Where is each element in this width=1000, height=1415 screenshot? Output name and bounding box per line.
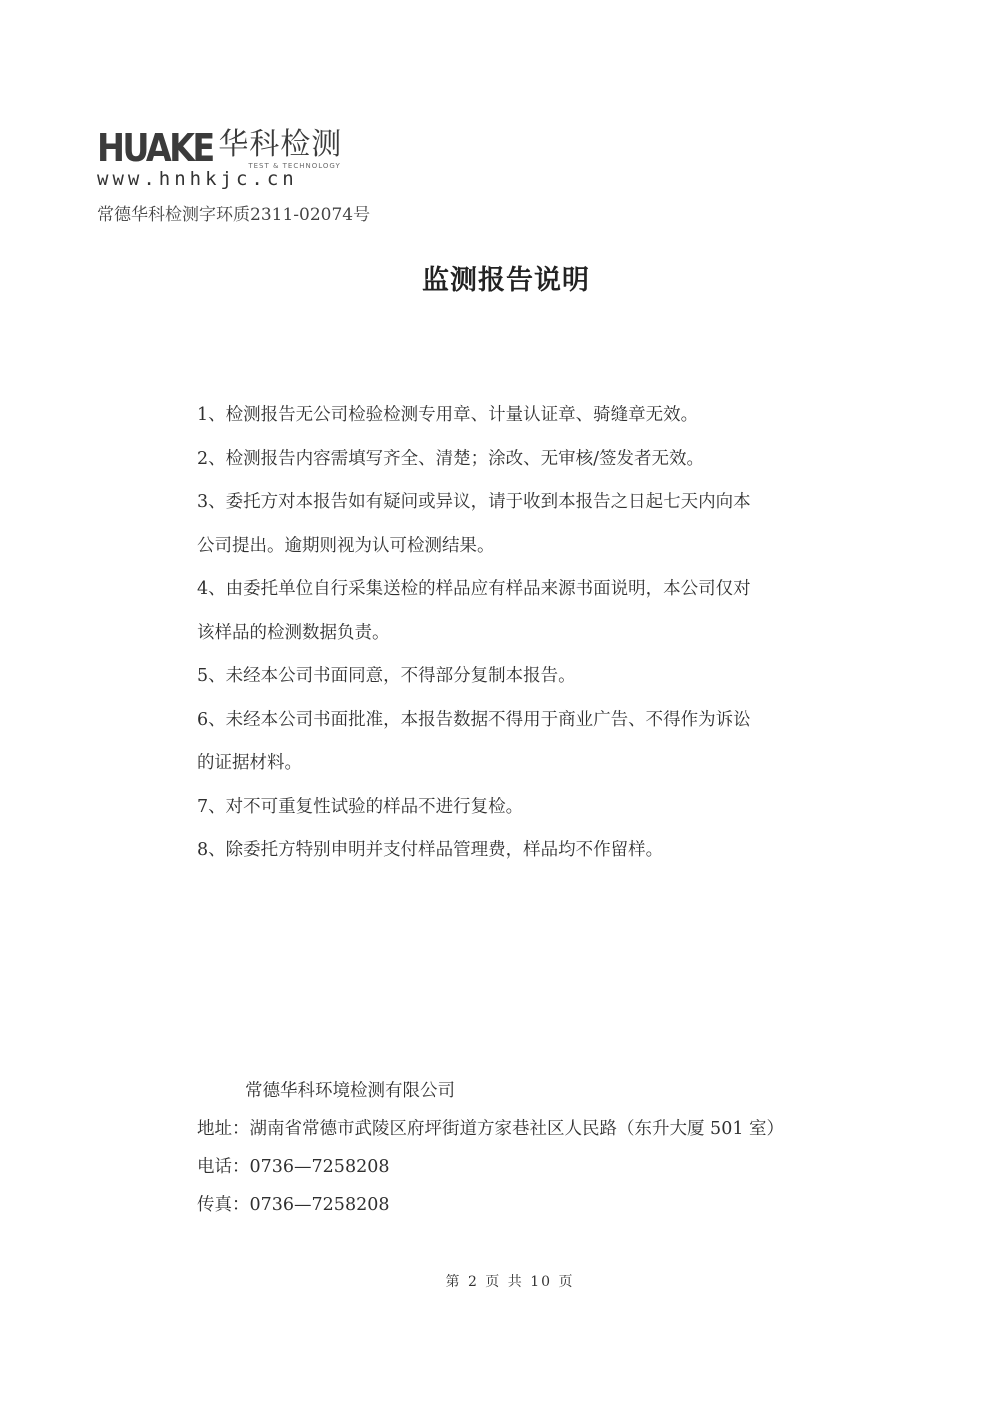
list-item: 8、除委托方特别申明并支付样品管理费，样品均不作留样。 <box>197 840 664 860</box>
list-item: 6、未经本公司书面批准，本报告数据不得用于商业广告、不得作为诉讼 <box>197 709 751 730</box>
company-name: 常德华科环境检测有限公司 <box>245 1081 455 1101</box>
list-item: 的证据材料。 <box>197 753 302 773</box>
page-number: 第 2 页 共 10 页 <box>445 1274 575 1290</box>
report-number: 常德华科检测字环质2311-02074号 <box>97 205 371 225</box>
list-item: 2、检测报告内容需填写齐全、清楚；涂改、无审核/签发者无效。 <box>197 448 705 469</box>
list-item: 5、未经本公司书面同意，不得部分复制本报告。 <box>197 666 576 686</box>
document-title: 监测报告说明 <box>422 265 590 296</box>
company-website: www.hnhkjc.cn <box>97 168 298 190</box>
contact-footer <box>197 1072 784 1224</box>
company-logo <box>97 128 342 172</box>
list-item: 3、委托方对本报告如有疑问或异议，请于收到本报告之日起七天内向本 <box>197 492 751 512</box>
company-address: 地址：湖南省常德市武陵区府坪街道方家巷社区人民路（东升大厦 501 室） <box>197 1119 785 1139</box>
list-item: 7、对不可重复性试验的样品不进行复检。 <box>197 796 524 817</box>
logo-text-group <box>218 128 342 170</box>
list-item: 公司提出。逾期则视为认可检测结果。 <box>197 535 495 556</box>
list-item: 该样品的检测数据负责。 <box>197 622 390 643</box>
company-phone: 电话：0736—7258208 <box>197 1157 390 1177</box>
logo-subtitle: TEST & TECHNOLOGY <box>248 162 341 170</box>
company-fax: 传真：0736—7258208 <box>197 1195 390 1215</box>
list-item: 1、检测报告无公司检验检测专用章、计量认证章、骑缝章无效。 <box>197 405 699 425</box>
list-item: 4、由委托单位自行采集送检的样品应有样品来源书面说明，本公司仅对 <box>197 579 751 599</box>
logo-chinese-name: 华科检测 <box>218 127 343 162</box>
instruction-list <box>197 394 817 873</box>
logo-mark: HUAKE <box>97 126 213 170</box>
